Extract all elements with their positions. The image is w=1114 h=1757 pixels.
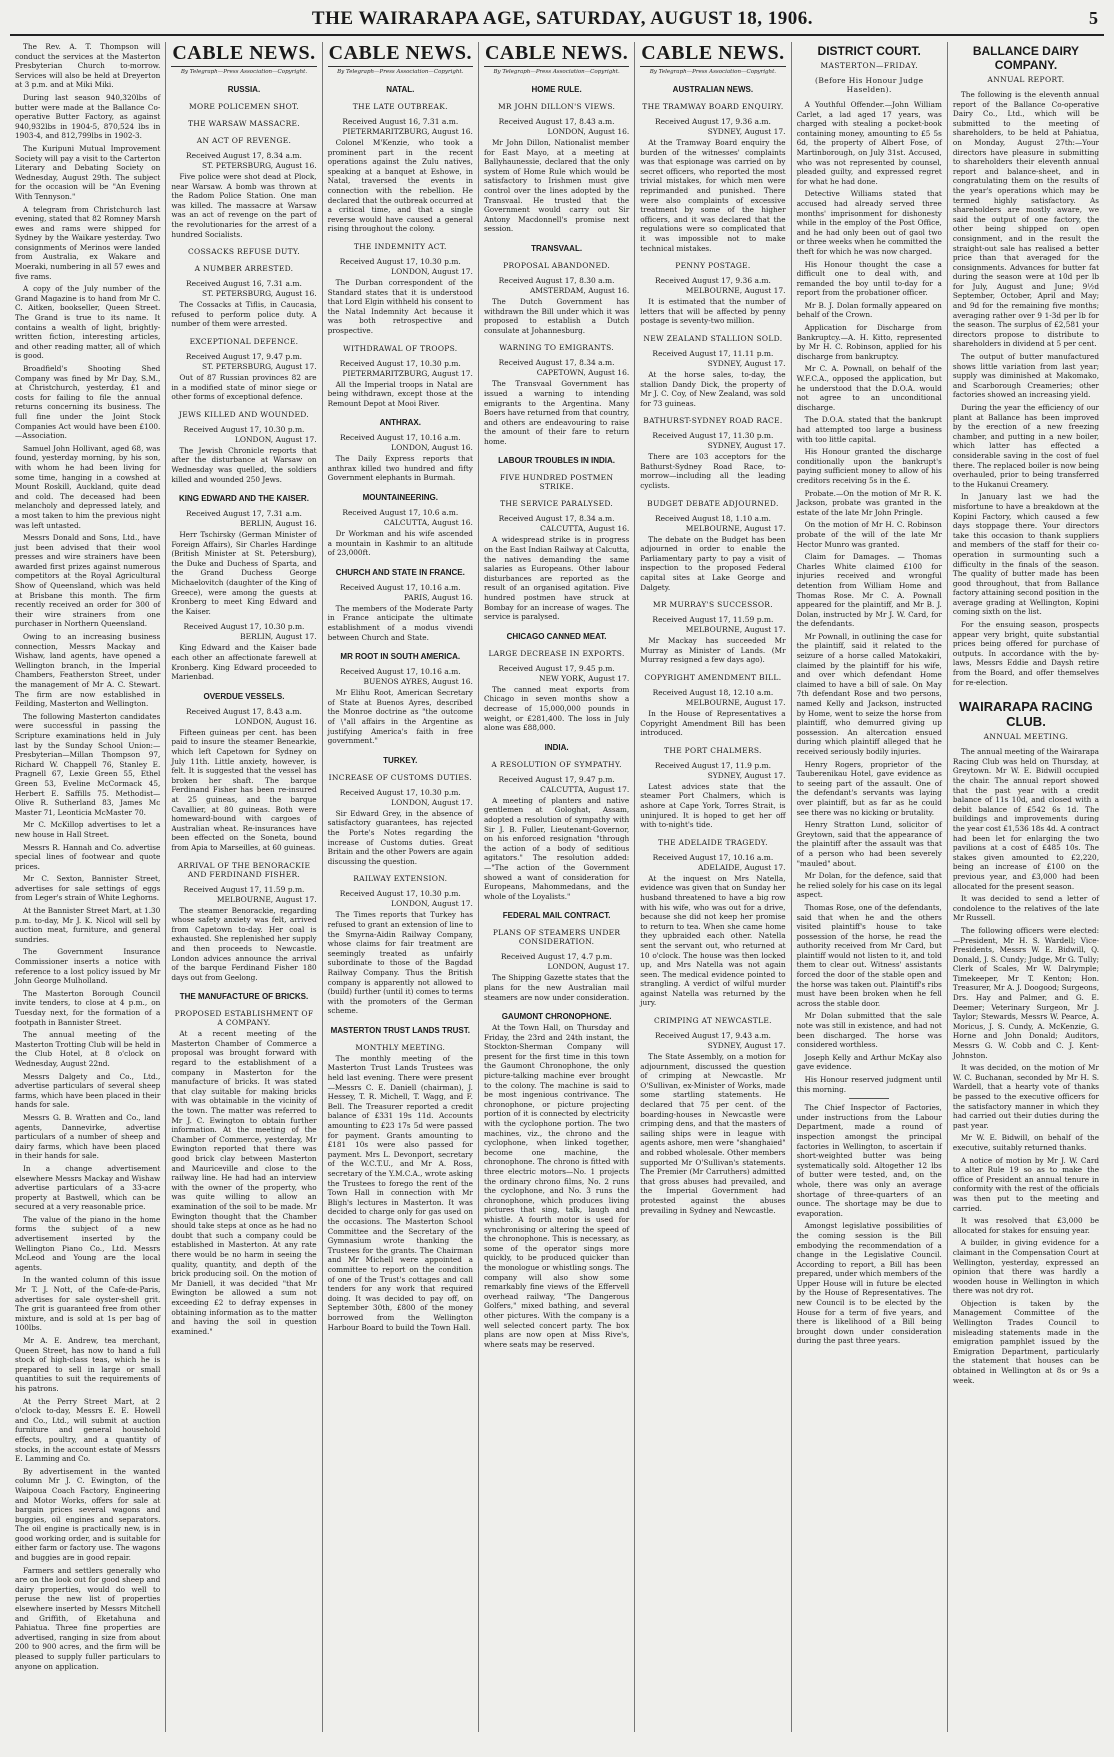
received-line: Received August 17, 8.43 a.m. [498, 117, 615, 126]
masthead-title: THE WAIRARAPA AGE, SATURDAY, AUGUST 18, 1906. [311, 8, 814, 29]
received-line: Received August 16, 7.31 a.m. [186, 279, 302, 289]
dateline: PIETERMARITZBURG, August 16. [342, 127, 473, 136]
divider [849, 1098, 889, 1099]
story-subheading: THE TRAMWAY BOARD ENQUIRY. [642, 102, 784, 111]
story-subheading: FIVE HUNDRED POSTMEN STRIKE. [499, 473, 614, 492]
story-subheading: THE PORT CHALMERS. [664, 745, 762, 755]
dateline: LONDON, August 17. [391, 797, 473, 807]
report-paragraph: In January last we had the misfortune to have a breakdown at the Kopini Factory, which caused a few days stoppage there. Your directors take this occasion to thank suppliers and members of the staff for their co-operation in surmounting such a difficulty in the finals of the season. The quality of butter made has been good throughout, that from Ballance factory attaining second position in the average grading at Wellington, Kopini coming sixth on the list. [952, 492, 1100, 617]
judge-line: (Before His Honour Judge Haselden). [815, 76, 924, 94]
received-line: Received August 17, 4.7 p.m. [500, 952, 613, 962]
received-line: Received August 18, 1.10 a.m. [654, 513, 771, 523]
story-text: Mr John Dillon, Nationalist member for East Mayo, at a meeting at Ballyhaunessie, declared that the only system of Home Rule which would be satisfactory to Irishmen must give control over the lines adopted by the Transvaal. He trusted that the Government would carry out Sir Antony Macdonnell's promise next session. [483, 138, 630, 234]
section-title: FEDERAL MAIL CONTRACT. [502, 911, 611, 921]
news-paragraph: During last season 940,320lbs of butter were made at the Ballance Co-operative Butter Factory, as against 940,932lbs in 1904-5, 870,524 lbs in 1903-4, and 812,799lbs in 1902-3. [15, 92, 161, 141]
story-text: At a recent meeting of the Masterton Chamber of Commerce a proposal was brought forward with regard to the establishment of a company in Masterton for the manufacture of bricks. It was stated that clay suitable for making bricks with was obtainable in the vicinity of the town. The matter was referred to Mr J. C. Ewington to obtain further information. At the meeting of the Chamber of Commerce, yesterday, Mr Ewington reported that there was good brick clay between Masterton and Mauriceville and close to the railway line. He had had an interview with the owner of the property, who was quite willing to allow an examination of the soil to be made. Mr Ewington thought that the Chamber should take steps at once as he had no doubt that such a company could be established in Masterton. At any rate there would be no harm in seeing the quality, quantity, and depth of the brick producing soil. On the motion of Mr Daniell, it was decided "that Mr Ewington be allowed a sum not exceeding £2 to defray expenses in obtaining information as to the matter and having the soil in question examined." [171, 1029, 317, 1336]
received-line: Received August 17, 10.16 a.m. [339, 433, 461, 443]
dateline: ST. PETERSBURG, August 17. [202, 361, 317, 371]
received-line: Received August 17, 10.6 a.m. [342, 508, 459, 518]
dateline: MELBOURNE, August 17. [685, 523, 786, 533]
story-text: In the House of Representatives a Copyright Amendment Bill has been introduced. [640, 709, 786, 738]
story-text: It is estimated that the number of letters that will be affected by penny postage is seventy-two million. [640, 297, 786, 326]
court-paragraph: Henry Stratton Lund, solicitor of Greytown, said that the appearance of the plaintiff after the assault was that of a person who had been severely "mauled" about. [796, 820, 942, 868]
cable-byline: By Telegraph—Press Association—Copyright. [180, 69, 308, 75]
story-subheading: THE WARSAW MASSACRE. [187, 119, 300, 128]
section-title: INDIA. [544, 742, 569, 752]
racing-paragraph: Objection is taken by the Management Committee of the Wellington Trades Council to misleading statements made in the emigration pamphlet issued by the Emigration Department, particularly the statement that houses can be obtained in Wellington at 8s or 9s a week. [952, 1298, 1100, 1385]
story-text: The debate on the Budget has been adjourned in order to enable the Parliamentary party to pay a visit of inspection to the proposed Federal capital sites at Lake George and Dalgety. [640, 534, 786, 592]
story-text: The members of the Moderate Party in France anticipate the ultimate establishment of a modus vivendi between Church and State. [327, 603, 473, 642]
story-subheading: JEWS KILLED AND WOUNDED. [178, 409, 309, 419]
racing-paragraph: It was decided, on the motion of Mr W. C. Buchanan, seconded by Mr H. S. Wardell, that a hearty vote of thanks be passed to the executive officers for the satisfactory manner in which they had carried out their duties during the past year. [952, 1063, 1100, 1130]
dateline: SYDNEY, August 17. [707, 1041, 786, 1051]
section-title: TRANSVAAL. [531, 243, 583, 253]
news-paragraph: The following Masterton candidates were successful in passing the Scripture examinations held in July last by the Sunday School Union:—Presbyterian—Millan Thompson 97, Richard W. Chappell 76, Stanley E. Pragnell 67, Lexie Green 55, Ethel Green 53, Eveline McCormack 45, Herbert E. Saffills 75. Methodist—Olive R. Sutherland 83, James Mc Master 71, Leonticia McMaster 70. [15, 711, 161, 817]
report-paragraph: The output of butter manufactured shows little variation from last year; supply was diminished at Makomako, and Scarborough Creameries; other factories showed an increasing yield. [952, 352, 1100, 400]
story-text: Dr Workman and his wife ascended a mountain in Kashmir to an altitude of 23,000ft. [327, 529, 473, 558]
news-paragraph: The Rev. A. T. Thompson will conduct the services at the Masterton Presbyterian Church to-morrow. Services will also be held at Dreyerton at 3 p.m. and at Miki Miki. [15, 42, 161, 90]
received-line: Received August 17, 9.36 a.m. [654, 276, 771, 286]
story-subheading: PROPOSED ESTABLISHMENT OF A COMPANY. [174, 1009, 314, 1028]
news-paragraph: A copy of the July number of the Grand Magazine is to hand from Mr C. C. Aitken, bookseller, Queen Street. The Grand is true to its name. It contains a wealth of light, brightly-written fiction, interesting articles, and other reading matter, all of which is good. [15, 284, 161, 361]
story-text: Colonel M'Kenzie, who took a prominent part in the recent operations against the Zulu natives, speaking at a banquet at Eshowe, in Natal, traversed the events in connection with the rebellion. He declared that the outbreak occurred at a critical time, and that a single reverse would have caused a general rising throughout the colony. [327, 138, 473, 234]
dateline: PARIS, August 16. [403, 592, 473, 602]
district-court-heading: DISTRICT COURT. [817, 44, 921, 58]
story-text: The Cossacks at Tiflis, in Caucasia, refused to perform police duty. A number of them were arrested. [171, 300, 317, 329]
court-paragraph: Claim for Damages. — Thomas Charles White claimed £100 for injuries received and wrongful detention from William Home and Thomas Rose. Mr C. A. Pownall appeared for the plaintiff, and Mr B. J. Dolan, instructed by Mr J. W. Card, for the defendants. [796, 552, 942, 629]
story-subheading: MR MURRAY'S SUCCESSOR. [652, 600, 773, 610]
ballance-dairy-heading: BALLANCE DAIRY COMPANY. [972, 44, 1080, 72]
story-subheading: PROPOSAL ABANDONED. [503, 260, 611, 270]
dateline: BUENOS AYRES, August 16. [363, 677, 473, 687]
received-line: Received August 17, 7.31 a.m. [186, 509, 302, 519]
cable-news-heading: CABLE NEWS. [484, 42, 629, 67]
story-subheading: AN ACT OF REVENGE. [196, 136, 292, 145]
section-title: MASTERTON TRUST LANDS TRUST. [330, 1025, 470, 1035]
dateline: LONDON, August 16. [234, 716, 317, 726]
dateline: CAPETOWN, August 16. [536, 368, 630, 378]
story-text: The Transvaal Government has issued a warning to intending emigrants to the Argentina. Many Boers have returned from that country, and others are endeavouring to raise the amount of their fare to return home. [483, 379, 630, 446]
story-subheading: PLANS OF STEAMERS UNDER CONSIDERATION. [492, 928, 621, 947]
received-line: Received August 17, 9.36 a.m. [654, 117, 771, 126]
court-paragraph: Detective Williams stated that accused had already served three months' imprisonment for dishonesty while in the employ of the Post Office, and he had only been out of gaol two or three weeks when he committed the theft for which he was now charged. [796, 189, 942, 256]
section-title: NATAL. [386, 85, 415, 94]
story-text: Mr Elihu Root, American Secretary of State at Buenos Ayres, described the Monroe doctrine as "the outcome of \"all affairs in the Argentine as justifying America's faith in free government." [327, 688, 473, 746]
news-paragraph: Messrs G. B. Wratten and Co., land agents, Dannevirke, advertise particulars of a number of sheep and dairy farms, which have been placed in their hands for sale. [15, 1112, 161, 1161]
received-line: Received August 17, 11.59 p.m. [652, 615, 774, 625]
story-subheading: THE LATE OUTBREAK. [352, 102, 448, 111]
story-text: The Daily Express reports that anthrax killed two hundred and fifty Government elephants in Burmah. [327, 454, 473, 483]
dateline: MELBOURNE, August 17. [685, 625, 786, 635]
story-text: The monthly meeting of the Masterton Trust Lands Trustees was held last evening. There were present—Messrs C. E. Daniell (chairman), J. Hessey, T. R. Michell, T. Wagg, and F. Bell. The Treasurer reported a credit balance of £331 19s 11d. Accounts amounting to £23 17s 5d were passed for payment. Grants amounting to £181 10s were also passed for payment. Mrs L. Devonport, secretary of the W.C.T.U., and Mr A. Ross, secretary of the Y.M.C.A., wrote asking the Trustees to forego the rent of the Town Hall in connection with Mr Bligh's lectures in Masterton. It was decided to charge only for gas used on the occasions. The Masterton School Committee and the Secretary of the Gymnasium wrote thanking the Trustees for the grants. The Chairman and Mr Michell were appointed a committee to report on the condition of one of the Trust's cottages and call tenders for any work that required doing. It was decided to pay off, on September 30th, £800 of the money borrowed from the Wellington Harbour Board to build the Town Hall. [327, 1053, 473, 1332]
news-paragraph: Broadfield's Shooting Shed Company was fined by Mr Day, S.M., at Christchurch, yesterday, £1 and costs for failing to file the annual returns concerning its business. The full fine under the Joint Stock Companies Act would have been £100.—Association. [15, 364, 161, 441]
section-title: THE MANUFACTURE OF BRICKS. [179, 992, 309, 1002]
report-paragraph: During the year the efficiency of our plant at Ballance has been improved by the erection of a new freezing chamber, and putting in a new boiler, which latter has effected a considerable saving in the cost of fuel there. The replaced boiler is now being overhauled, prior to being transferred to the Hukanui Creamery. [952, 403, 1100, 489]
received-line: Received August 17, 9.43 a.m. [654, 1031, 771, 1041]
court-paragraph: His Honour reserved judgment until this morning. [796, 1075, 942, 1094]
columns [10, 42, 1104, 1732]
dateline: ST. PETERSBURG, August 16. [202, 289, 317, 299]
story-subheading: A RESOLUTION OF SYMPATHY. [491, 759, 622, 769]
cable-byline: By Telegraph—Press Association—Copyright. [649, 69, 777, 75]
column-local-news [10, 42, 166, 1732]
received-line: Received August 17, 8.34 a.m. [498, 358, 615, 368]
story-text: King Edward and the Kaiser bade each other an affectionate farewell at Kronberg. King Edward proceeded to Marienbad. [171, 643, 317, 682]
story-subheading: EXCEPTIONAL DEFENCE. [189, 336, 299, 346]
section-title: MR ROOT IN SOUTH AMERICA. [340, 652, 461, 662]
section-title: KING EDWARD AND THE KAISER. [179, 494, 309, 504]
story-subheading: MONTHLY MEETING. [355, 1042, 446, 1052]
racing-paragraph: It was decided to send a letter of condolence to the relatives of the late Mr Russell. [952, 894, 1100, 923]
masthead [10, 6, 1104, 36]
news-paragraph: In the wanted column of this issue Mr T. J. Nott, of the Cafe-de-Paris, advertises for sale oyster-shell grit. The grit is guaranteed free from other mixture, and is sold at 1s per bag of 100lbs. [15, 1275, 161, 1333]
received-line: Received August 17, 9.47 p.m. [185, 351, 303, 361]
story-subheading: COSSACKS REFUSE DUTY. [187, 247, 300, 257]
news-paragraph: The Masterton Borough Council invite tenders, to close at 4 p.m., on Tuesday next, for the formation of a footpath in Bannister Street. [15, 988, 161, 1027]
dateline: ADELAIDE, August 17. [697, 862, 786, 872]
dateline: CALCUTTA, August 17. [540, 784, 630, 794]
section-title: CHICAGO CANNED MEAT. [506, 631, 607, 641]
news-paragraph: The Kuripuni Mutual Improvement Society will pay a visit to the Carterton Literary and Debating Society on Wednesday, August 29th. The subject for the occasion will be "An Evening With Tennyson." [15, 143, 161, 201]
dateline: SYDNEY, August 17. [707, 770, 786, 780]
story-text: All the Imperial troops in Natal are being withdrawn, except those at the Remount Depot at Mooi River. [327, 379, 473, 408]
received-line: Received August 17, 10.30 p.m. [339, 358, 461, 368]
dateline: LONDON, August 17. [547, 962, 630, 972]
story-subheading: NEW ZEALAND STALLION SOLD. [643, 333, 783, 343]
court-paragraph: Henry Rogers, proprietor of the Tauberenikau Hotel, gave evidence as to seeing part of the assault. One of the defendant's servants was laying over plaintiff, but as far as he could see there was no kicking or brutality. [796, 759, 942, 817]
racing-paragraph: The following officers were elected:—President, Mr H. S. Wardell; Vice-Presidents, Messrs W. E. Bidwill, Q. Donald, J. S. Cundy; Judge, Mr G. Tully; Clerk of Scales, Mr W. Dalrymple; Timekeeper, Mr T. Kenton; Hon. Treasurer, Mr A. J. Doogood; Surgeons, Drs. Hay and Palmer, and G. E. Deemer; Veterinary Surgeon, Mr J. Taylor; Stewards, Messrs W. Pearce, A. Moricus, J. S. Cundy, A. McKenzie, G. Horne and John Donald; Auditors, Messrs G. W. Cobb and C. J. Kent-Johnston. [952, 925, 1100, 1060]
court-paragraph: His Honour thought the case a difficult one to deal with, and remanded the boy until to-day for a report from the probationer officer. [796, 259, 942, 298]
news-paragraph: Owing to an increasing business connection, Messrs Mackay and Wishaw, land agents, have opened a Wellington branch, in the Imperial Chambers, Featherston Street, under the management of Mr A. C. Stewart. The firm are now established in Feilding, Masterton and Wellington. [15, 632, 161, 709]
racing-paragraph: It was resolved that £3,000 be allocated for stakes for ensuing year. [952, 1216, 1100, 1235]
column-ballance-dairy [948, 42, 1104, 1732]
news-paragraph: At the Perry Street Mart, at 2 o'clock to-day, Messrs E. E. Howell and Co., Ltd., will submit at auction furniture and general household effects, poultry, and a quantity of stocks, in the account estate of Messrs E. Lamming and Co. [15, 1396, 161, 1464]
story-subheading: PENNY POSTAGE. [675, 261, 751, 271]
story-text: A widespread strike is in progress on the East Indian Railway at Calcutta, the natives demanding the same salaries as Europeans. Other labour disturbances are reported as the result of an organised agitation. Five hundred postmen have struck at Bombay for an increase of wages. The service is paralysed. [483, 535, 630, 622]
story-text: Latest advices state that the steamer Port Chalmers, which is ashore at Cape York, Torres Strait, is uninjured. It is hoped to get her off with to-night's tide. [640, 781, 786, 830]
news-paragraph: Messrs Donald and Sons, Ltd., have just been advised that their wool presses and wire strainers have been awarded first prizes against numerous competitors at the Royal Agricultural Show of Queensland, which was held at Brisbane this month. The firm recently received an order for 300 of their wire strainers from one purchaser in Northern Queensland. [15, 533, 161, 629]
received-line: Received August 17, 9.47 p.m. [498, 774, 615, 784]
received-line: Received August 17, 8.34 a.m. [186, 151, 302, 160]
story-subheading: COPYRIGHT AMENDMENT BILL. [644, 673, 782, 682]
racing-club-subheading: ANNUAL MEETING. [983, 732, 1069, 742]
story-subheading: RAILWAY EXTENSION. [353, 874, 448, 884]
cable-byline: By Telegraph—Press Association—Copyright. [337, 69, 464, 75]
received-line: Received August 17, 10.30 p.m. [339, 256, 461, 266]
racing-paragraph: Mr W. E. Bidwill, on behalf of the executive, suitably returned thanks. [952, 1133, 1100, 1152]
news-paragraph: The Government Insurance Commissioner inserts a notice with reference to a lost policy issued by Mr John George Mulholland. [15, 947, 161, 986]
story-subheading: A NUMBER ARRESTED. [194, 264, 294, 274]
cable-news-heading: CABLE NEWS. [328, 42, 473, 67]
received-line: Received August 17, 8.43 a.m. [186, 706, 302, 716]
racing-paragraph: The annual meeting of the Wairarapa Racing Club was held on Thursday, at Greytown. Mr W. E. Bidwill occupied the chair. The annual report showed that the past year with a credit balance of 11s 10d, and closed with a debit balance of £542 6s 1d. The buildings and improvements during the year cost £1,536 18s 4d. A contract had been let for enlarging the two pavilions at a cost of £485 10s. The stakes given amounted to £2,220, being an increase of £100 on the previous year, and £3,000 had been allocated for the present season. [952, 747, 1100, 891]
story-text: The State Assembly, on a motion for adjournment, discussed the question of crimping at Newcastle. Mr O'Sullivan, ex-Minister of Works, made some startling statements. He declared that 75 per cent. of the boarding-houses in Newcastle were crimping dens, and that the masters of sailing ships were in league with agents ashore, men were "shanghaied" and robbed wholesale. Other members supported Mr O'Sullivan's statements. The Premier (Mr Carruthers) admitted that gross abuses had prevailed, and the Imperial Government had protested against the abuses prevailing in Sydney and Newcastle. [640, 1052, 786, 1215]
racing-club-heading: WAIRARAPA RACING CLUB. [959, 699, 1093, 730]
dateline: LONDON, August 16. [391, 443, 473, 453]
column-district-court [792, 42, 948, 1732]
dateline: BERLIN, August 16. [240, 519, 317, 529]
cable-byline: By Telegraph—Press Association—Copyright. [493, 69, 620, 75]
section-title: GAUMONT CHRONOPHONE. [501, 1012, 612, 1022]
story-text: The Jewish Chronicle reports that after the disturbance at Warsaw on Wednesday was quelled, the soldiers killed and wounded 250 Jews. [171, 445, 317, 484]
page-number: 5 [1089, 8, 1098, 28]
story-text: At the horse sales, to-day, the stallion Dandy Dick, the property of Mr J. C. Coy, of New Zealand, was sold for 73 guineas. [640, 369, 786, 408]
dateline: SYDNEY, August 17. [707, 127, 786, 136]
news-paragraph: Mr C. McKillop advertises to let a new house in Hall Street. [15, 820, 161, 839]
section-title: ANTHRAX. [379, 418, 421, 428]
court-paragraph: Application for Discharge from Bankruptcy.—A. H. Kitto, represented by Mr H. C. Robinson, applied for his discharge from bankruptcy. [796, 323, 942, 361]
received-line: Received August 17, 8.30 a.m. [498, 275, 615, 285]
column-cable-news-3 [479, 42, 635, 1732]
news-paragraph: At the Bannister Street Mart, at 1.30 p.m. to-day, Mr J. K. Nicol will sell by auction meat, furniture, and general sundries. [15, 906, 161, 944]
story-subheading: BATHURST-SYDNEY ROAD RACE. [643, 416, 783, 426]
received-line: Received August 17, 10.30 p.m. [183, 424, 305, 434]
story-text: At the inquest on Mrs Natella, evidence was given that on Sunday her husband threatened to have a big row with his wife, who was out for a drive, because she did not keep her promise to return to tea. When she came home they upbraided each other. Natella sent the servant out, who returned at 10 o'clock. The house was then locked up, and Mrs Natella was not again seen. The medical evidence pointed to strangling. A verdict of wilful murder against Natella was returned by the jury. [640, 873, 786, 1008]
dateline: ST. PETERSBURG, August 16. [202, 161, 317, 170]
news-paragraph: The annual meeting of the Masterton Trotting Club will be held in the Club Hotel, at 8 o'clock on Wednesday, August 22nd. [15, 1030, 161, 1068]
court-paragraph: The D.O.A. stated that the bankrupt had attempted too large a business with too little capital. [796, 415, 942, 444]
received-line: Received August 17, 11.9 p.m. [654, 760, 771, 770]
news-paragraph: Amongst legislative possibilities of the coming session is the Bill embodying the recommendation of a change in the Legislative Council. According to report, a Bill has been prepared, under which members of the Upper House will in future be elected by the House of Representatives. The new Council is to be elected by the House for a term of five years, and there is likelihood of a Bill being brought down under consideration during the past three years. [796, 1221, 942, 1346]
section-title: AUSTRALIAN NEWS. [672, 85, 754, 94]
received-line: Received August 17, 11.59 p.m. [183, 884, 305, 894]
received-line: Received August 17, 11.11 p.m. [652, 348, 774, 358]
story-text: At the Town Hall, on Thursday and Friday, the 23rd and 24th instant, the Stockton-Sherman Company will present for the first time in this town the Gaumont Chronophone, the only picture-talking machine ever brought to the colony. The machine is said to be most ingenious contrivance. The chronophone, or picture projecting portion of it is connected by electricity with the cyclophone portion. The two machines, viz., the chrono and the cyclophone, when linked together, become one machine, the chronophone. The chrono is fitted with three electric motors—No. 1 projects the ordinary chrono films, No. 2 runs the cyclophone, and No. 3 runs the chronophone, which produces living pictures that sing, talk, laugh and whistle. A fourth motor is used for synchronising or altering the speed of the chronophone. This is necessary, as some of the operator sings more quickly, to be produced quicker than the monologue or whistling songs. The company will also show some remarkably fine views of the Effervell overhead railway, "The Dangerous Golfers," mixed bathing, and several other pictures. With the company is a well selected concert party. The box plans are now open at Miss Rive's, where seats may be reserved. [483, 1023, 630, 1349]
received-line: Received August 17, 9.45 p.m. [498, 663, 615, 673]
dateline: AMSTERDAM, August 16. [529, 285, 630, 295]
story-subheading: WITHDRAWAL OF TROOPS. [343, 343, 458, 353]
received-line: Received August 17, 8.34 a.m. [498, 514, 615, 524]
section-title: HOME RULE. [531, 85, 582, 94]
cable-news-heading: CABLE NEWS. [171, 42, 316, 67]
story-subheading: THE INDEMNITY ACT. [353, 241, 447, 251]
dateline: NEW YORK, August 17. [538, 673, 630, 683]
news-paragraph: The value of the piano in the home forms the subject of a new advertisement inserted by the Wellington Piano Co., Ltd. Messrs McLeod and Young are the local agents. [15, 1214, 161, 1272]
story-text: Herr Tschirsky (German Minister of Foreign Affairs), Sir Charles Hardinge (British Minister at St. Petersburg), the Duke and Duchess of Sparta, and the Grand Duchess George Michaelovitch (daughter of the King of Greece), were among the guests at Kronberg to meet King Edward and the Kaiser. [171, 530, 317, 616]
received-line: Received August 16, 7.31 a.m. [342, 117, 459, 126]
news-paragraph: By advertisement in the wanted column Mr J. C. Ewington, of the Waipoua Coach Factory, Engineering and Motor Works, offers for sale at bargain prices several wagons and buggies, oil engines and separators. The oil engine is practically new, is in good working order, and is suitable for either farm or factory use. The wagons and buggies are in good repair. [15, 1466, 161, 1563]
received-line: Received August 18, 12.10 a.m. [652, 688, 774, 697]
annual-report-subheading: ANNUAL REPORT. [987, 75, 1065, 84]
section-title: MOUNTAINEERING. [362, 493, 438, 503]
news-paragraph: Mr C. Sexton, Bannister Street, advertises for sale settings of eggs from Leger's strain of White Leghorns. [15, 874, 161, 903]
news-paragraph: Mr A. E. Andrew, tea merchant, Queen Street, has now to hand a full stock of high-class teas, which he is prepared to sell in large or small quantities to suit the requirements of his patrons. [15, 1336, 161, 1393]
news-paragraph: Farmers and settlers generally who are on the look out for good sheep and dairy properties, would do well to peruse the new list of properties elsewhere inserted by Messrs Mitchell and Griffith, of Eketahuna and Pahiatua. Three fine properties are advertised, ranging in size from about 200 to 900 acres, and the firm will be pleased to supply fuller particulars to anyone on application. [15, 1565, 161, 1671]
story-text: The canned meat exports from Chicago in seven months show a decrease of 15,000,000 pounds in weight, or £281,400. The loss in July alone was £88,000. [483, 684, 630, 733]
dateline: BERLIN, August 17. [240, 632, 317, 642]
section-title: RUSSIA. [227, 85, 261, 94]
section-title: CHURCH AND STATE IN FRANCE. [335, 567, 465, 577]
dateline: LONDON, August 16. [547, 127, 630, 136]
story-subheading: CRIMPING AT NEWCASTLE. [653, 1016, 772, 1026]
story-subheading: THE ADELAIDE TRAGEDY. [658, 837, 768, 847]
story-text: There are 103 acceptors for the Bathurst-Sydney Road Race, to-morrow—including all the leading cyclists. [640, 452, 786, 491]
story-subheading: MR JOHN DILLON'S VIEWS. [497, 102, 616, 111]
dateline: LONDON, August 17. [391, 899, 473, 909]
story-text: Mr Mackay has succeeded Mr Murray as Minister of Lands. (Mr Murray resigned a few days ago). [640, 636, 786, 665]
story-text: Five police were shot dead at Plock, near Warsaw. A bomb was thrown at the Radom Police Station. One man was killed. The massacre at Warsaw was an act of revenge on the part of the revolutionaries for the arrest of a hundred Socialists. [171, 172, 317, 239]
dateline: MELBOURNE, August 17. [685, 286, 786, 296]
dateline: LONDON, August 17. [234, 434, 317, 444]
court-paragraph: On the motion of Mr H. C. Robinson probate of the will of the late Mr Hector Munro was granted. [796, 520, 942, 549]
received-line: Received August 17, 11.30 p.m. [652, 431, 774, 441]
column-cable-news-1 [166, 42, 322, 1732]
story-text: The Dutch Government has withdrawn the Bill under which it was proposed to establish a Dutch consulate at Johannesburg. [483, 296, 630, 335]
dateline: MELBOURNE, August 17. [685, 698, 786, 707]
court-paragraph: Mr Pownall, in outlining the case for the plaintiff, said it related to the seizure of a horse called Matokakiri, claimed by the plaintiff for his wife, and over which defendant Home claimed to have a bill of sale. On May 7th defendant Rose and two persons, named Kelly and Jackson, instructed by Home, went to seize the horse from plaintiff, who demurred giving up possession. An altercation ensued during which plaintiff alleged that he received seriously bodily injuries. [796, 631, 942, 756]
dateline: SYDNEY, August 17. [707, 358, 786, 368]
news-paragraph: Samuel John Hollivant, aged 68, was found, yesterday morning, by his son, with whom he had been living for some time, hanging in a cowshed at Mount Roskill, Auckland, quite dead and cold. The deceased had been melancholy and depressed lately, and a most taken to him the previous night was left untasted. [15, 443, 161, 530]
story-subheading: WARNING TO EMIGRANTS. [499, 343, 614, 353]
court-paragraph: Mr B. J. Dolan formally appeared on behalf of the Crown. [796, 300, 942, 320]
news-paragraph: A telegram from Christchurch last evening, stated that 82 Romney Marsh ewes and rams were shipped for Sydney by the Waikare yesterday. Two consignments of Merinos were landed from Australia, ex Wakare and Moeraki, numbering in all 57 ewes and five rams. [15, 204, 161, 281]
story-text: Fifteen guineas per cent. has been paid to insure the steamer Benearkie, which left Capetown for Sydney on July 11th. Little anxiety, however, is felt. It is suggested that the vessel has broken her shaft. The barque Ferdinand Fisher has been re-insured at 25 guineas, and the barque Cavallier, at 80 guineas. Both were homeward-bound with cargoes of Australian wheat. Re-insurances have been effected on the Soneta, bound from Apia to Marseilles, at 60 guineas. [171, 727, 317, 852]
received-line: Received August 17, 10.16 a.m. [339, 582, 461, 592]
racing-paragraph: A notice of motion by Mr J. W. Card to alter Rule 19 so as to make the office of President an annual tenure in conformity with the rest of the officials was then put to the meeting and carried. [952, 1155, 1100, 1213]
news-paragraph: In a change advertisement elsewhere Messrs Mackay and Wishaw advertise particulars of a 33-acre property at Bastwell, which can be secured at a very reasonable price. [15, 1163, 161, 1212]
story-text: Sir Edward Grey, in the absence of satisfactory guarantees, has rejected the Porte's Notes regarding the increase of Customs duties. Great Britain and the other Powers are again discussing the question. [327, 808, 473, 866]
report-paragraph: The following is the eleventh annual report of the Ballance Co-operative Dairy Co., Ltd., which will be submitted to the meeting of shareholders, to be held at Pahiatua, on Monday, August 27th:—Your directors have pleasure in submitting to shareholders their eleventh annual report and balance-sheet, and in congratulating them on the results of the year's operations which may be termed highly satisfactory. As shareholders are mostly aware, we said the output of one factory, the other being shipped on open consignment, and in the result the straight-out sale has realised a better price than that averaged for the consignments. Advances for butter fat during the season were at 10d per lb for July, August and June; 9½d September, October, April and May; and 9d for the remaining five months; averaging rather over 9 1-3d per lb for the season. The surplus of £2,581 your directors propose to distribute to shareholders in dividend at 5 per cent. [952, 90, 1100, 349]
received-line: Received August 17, 10.30 p.m. [339, 787, 461, 797]
column-cable-news-2 [323, 42, 479, 1732]
news-paragraph: The Chief Inspector of Factories, under instructions from the Labour Department, made a round of inspection amongst the principal factories in Wellington, to ascertain if short-weighted butter was being systematically sold. Altogether 12 lbs of butter were tested, and, on the whole, there was only an average shortage of three-quarters of an ounce. The shortage may be due to evaporation. [796, 1103, 942, 1218]
story-subheading: THE SERVICE PARALYSED. [500, 499, 614, 509]
court-paragraph: Mr C. A. Pownall, on behalf of the W.F.C.A., opposed the application, but he understood that the D.O.A. would not agree to an unconditional discharge. [796, 364, 942, 412]
court-paragraph: Joseph Kelly and Arthur McKay also gave evidence. [796, 1052, 942, 1072]
story-text: Out of 87 Russian provinces 82 are in a modified state of minor siege or other forms of exceptional defence. [171, 372, 317, 402]
story-subheading: LARGE DECREASE IN EXPORTS. [488, 648, 625, 658]
section-title: LABOUR TROUBLES IN INDIA. [498, 456, 616, 466]
received-line: Received August 17, 10.30 p.m. [183, 622, 305, 632]
received-line: Received August 17, 10.30 p.m. [339, 889, 461, 899]
court-paragraph: His Honour granted the discharge conditionally upon the bankrupt's paying sufficient money to allow of his creditors receiving 5s in the £. [796, 447, 942, 485]
court-paragraph: Mr Dolan submitted that the sale note was still in existence, and had not been discharged. The horse was considered worthless. [796, 1011, 942, 1050]
racing-paragraph: A builder, in giving evidence for a claimant in the Compensation Court at Wellington, yesterday, expressed an opinion that there was hardly a wooden house in Wellington in which there was not dry rot. [952, 1238, 1100, 1296]
section-title: TURKEY. [383, 755, 418, 765]
dateline: SYDNEY, August 17. [707, 441, 786, 451]
dateline: PIETERMARITZBURG, August 17. [342, 368, 473, 378]
court-paragraph: Probate.—On the motion of Mr R. K. Jackson, probate was granted in the estate of the late Mr John Pringle. [796, 488, 942, 517]
dateline: CALCUTTA, August 16. [540, 524, 630, 534]
story-subheading: INCREASE OF CUSTOMS DUTIES. [328, 772, 472, 782]
story-text: At the Tramway Board enquiry the burden of the witnesses' complaints was that espionage was carried on by secret officers, who reported the most trivial mistakes, for which men were reprimanded and punished. There were also complaints of excessive treatment by some of the higher officers, and it was declared that the regulations were so complicated that it was impossible not to make technical mistakes. [640, 138, 786, 253]
story-text: A meeting of planters and native gentlemen at Gologhat, Assam, adopted a resolution of sympathy with Sir J. B. Fuller, Lieutenant-Governor, on his enforced resignation "through the action of a body of seditious agitators." The resolution added:—"The action of the Government showed a want of consideration for Europeans, Mahommedans, and the whole of the Loyalists." [483, 795, 630, 901]
news-paragraph: Messrs R. Hannah and Co. advertise special lines of footwear and quote prices. [15, 842, 161, 871]
district-court-subheading: MASTERTON—FRIDAY. [820, 61, 918, 70]
court-paragraph: Thomas Rose, one of the defendants, said that when he and the others visited plaintiff's house to take possession of the horse, he read the authority received from Mr Card, but plaintiff would not listen to it, and told them to clear out. Witness' assistants forced the door of the stable open and the horse was taken out. Plaintiff's ribs must have been broken when he fell across the stable door. [796, 902, 942, 1008]
story-text: The steamer Benorackie, regarding whose safety anxiety was felt, arrived from Capetown to-day. Her coal is exhausted. She replenished her supply and then proceeds to Newcastle. London advices announce the arrival of the barque Ferdinand Fisher 180 days out from Geelong. [171, 905, 317, 982]
story-text: The Durban correspondent of the Standard states that it is understood that Lord Elgin withheld his consent to the Natal Indemnity Act because it was both retrospective and prospective. [327, 277, 473, 335]
dateline: CALCUTTA, August 16. [383, 518, 473, 528]
court-paragraph: A Youthful Offender.—John William Carlet, a lad aged 17 years, was charged with stealing a pocket-book containing money, amounting to £5 5s 6d, the property of Albert Fose, of Martinborough, on July 31st. Accused, who was not represented by counsel, pleaded guilty, and expressed regret for what he had done. [796, 100, 942, 186]
section-title: OVERDUE VESSELS. [203, 691, 285, 701]
dateline: MELBOURNE, August 17. [216, 894, 317, 904]
dateline: LONDON, August 17. [391, 266, 473, 276]
news-paragraph: Messrs Dalgety and Co., Ltd., advertise particulars of several sheep farms, which have been placed in their hands for sale. [15, 1071, 161, 1110]
column-cable-news-4 [635, 42, 791, 1732]
story-subheading: MORE POLICEMEN SHOT. [189, 102, 299, 111]
story-subheading: BUDGET DEBATE ADJOURNED. [647, 498, 779, 508]
received-line: Received August 17, 10.16 a.m. [339, 667, 461, 677]
court-paragraph: Mr Dolan, for the defence, said that he relied solely for his case on its legal aspect. [796, 871, 942, 900]
cable-news-heading: CABLE NEWS. [640, 42, 785, 67]
story-text: The Times reports that Turkey has refused to grant an extension of line to the Smyrna-Aidin Railway Company, whose claims for fair treatment are seemingly treated as unfairly subordinate to those of the Bagdad Railway Company. Thus the British company is apparently not allowed to (build) further (until it) comes to terms with the promoters of the German scheme. [327, 910, 473, 1016]
report-paragraph: For the ensuing season, prospects appear very bright, quite substantial prices being offered for purchase of outputs. In accordance with the by-laws, Messrs Eddie and Daysh retire from the Board, and offer themselves for re-election. [952, 620, 1100, 687]
received-line: Received August 17, 10.16 a.m. [652, 852, 774, 862]
story-text: The Shipping Gazette states that the plans for the new Australian mail steamers are now under consideration. [483, 973, 630, 1002]
story-subheading: ARRIVAL OF THE BENORACKIE AND FERDINAND FISHER. [177, 860, 311, 879]
